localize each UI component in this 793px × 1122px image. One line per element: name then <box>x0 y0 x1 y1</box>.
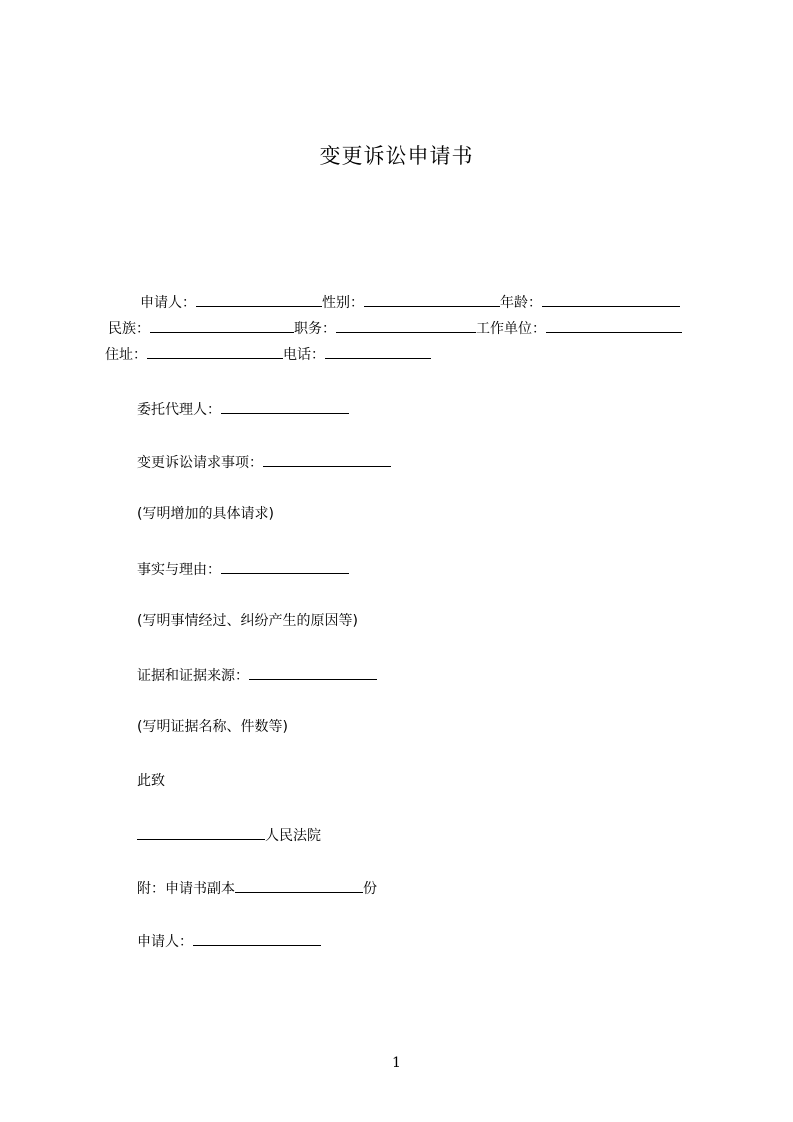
address-field[interactable] <box>147 343 283 359</box>
age-label: 年龄： <box>500 295 542 311</box>
attachment-count-field[interactable] <box>235 877 363 893</box>
salutation: 此致 <box>137 773 165 789</box>
applicant-name-field[interactable] <box>196 291 322 307</box>
ethnicity-label: 民族： <box>108 321 150 337</box>
evidence-label: 证据和证据来源： <box>137 668 249 684</box>
court-name-field[interactable] <box>137 824 265 840</box>
agent-row <box>137 398 349 420</box>
change-request-field[interactable] <box>263 451 391 467</box>
phone-label: 电话： <box>283 347 325 363</box>
attachment-prefix: 附：申请书副本 <box>137 881 235 897</box>
document-title: 变更诉讼申请书 <box>319 144 474 168</box>
evidence-field[interactable] <box>249 664 377 680</box>
applicant-row-3 <box>105 343 431 365</box>
applicant-row-1 <box>140 291 680 313</box>
facts-field[interactable] <box>221 558 349 574</box>
facts-row <box>137 558 349 580</box>
evidence-note: (写明证据名称、件数等) <box>137 719 288 735</box>
age-field[interactable] <box>542 291 680 307</box>
facts-label: 事实与理由： <box>137 562 221 578</box>
signature-field[interactable] <box>193 930 321 946</box>
position-field[interactable] <box>336 317 476 333</box>
address-label: 住址： <box>105 347 147 363</box>
work-unit-field[interactable] <box>546 317 682 333</box>
applicant-row-2 <box>108 317 682 339</box>
change-request-note: (写明增加的具体请求) <box>137 506 274 522</box>
phone-field[interactable] <box>325 343 431 359</box>
agent-label: 委托代理人： <box>137 402 221 418</box>
evidence-row <box>137 664 377 686</box>
change-request-row <box>137 451 391 473</box>
agent-field[interactable] <box>221 398 349 414</box>
attachment-suffix: 份 <box>363 881 377 897</box>
gender-label: 性别： <box>322 295 364 311</box>
attachment-row <box>137 877 377 899</box>
court-row <box>137 824 321 846</box>
position-label: 职务： <box>294 321 336 337</box>
court-suffix: 人民法院 <box>265 828 321 844</box>
ethnicity-field[interactable] <box>150 317 294 333</box>
facts-note: (写明事情经过、纠纷产生的原因等) <box>137 613 358 629</box>
signature-label: 申请人： <box>137 934 193 950</box>
change-request-label: 变更诉讼请求事项： <box>137 455 263 471</box>
applicant-label: 申请人： <box>140 295 196 311</box>
work-unit-label: 工作单位： <box>476 321 546 337</box>
signature-row <box>137 930 321 952</box>
page-number: 1 <box>392 1055 401 1071</box>
gender-field[interactable] <box>364 291 500 307</box>
